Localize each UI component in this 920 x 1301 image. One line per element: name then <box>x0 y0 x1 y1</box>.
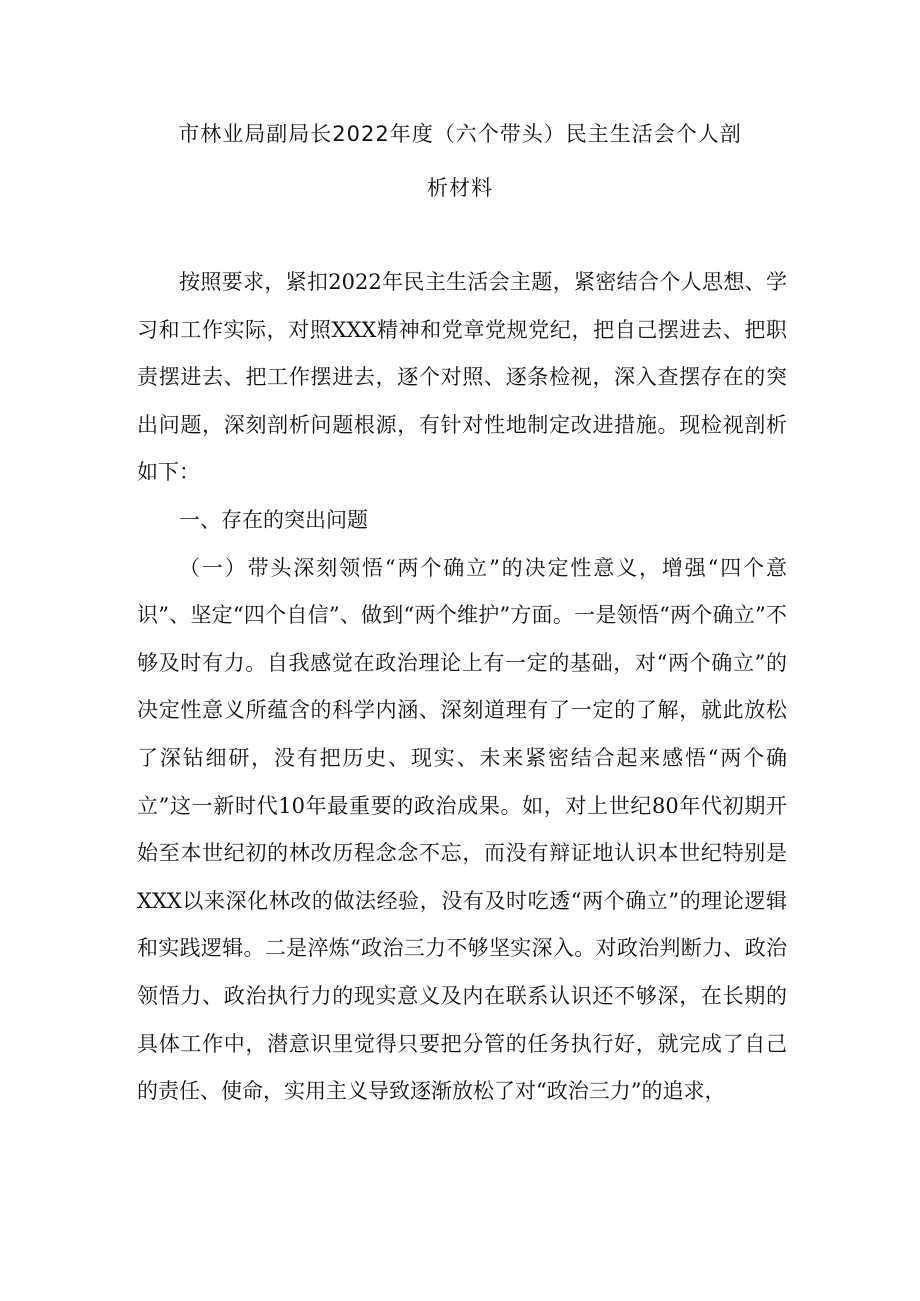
document-title-line-2: 析材料 <box>427 176 493 200</box>
document-body <box>137 259 787 1116</box>
section-heading: 一、存在的突出问题 <box>179 507 368 532</box>
body-paragraph: （一）带头深刻领悟“两个确立”的决定性意义，增强“四个意识”、坚定“四个自信”、做到“两个维护”方面。一是领悟“两个确立”不够及时有力。自我感觉在政治理论上有一定的基础，对“两个确立”的决定性意义所蕴含的科学内涵、深刻道理有了一定的了解，就此放松了深钻细研，没有把历史、现实、未来紧密结合起来感悟“两个确立”这一新时代10年最重要的政治成果。如，对上世纪80年代初期开始至本世纪初的林改历程念念不忘，而没有辩证地认识本世纪特别是XXX以来深化林改的做法经验，没有及时吃透“两个确立”的理论逻辑和实践逻辑。二是淬炼“政治三力不够坚实深入。对政治判断力、政治领悟力、政治执行力的现实意义及内在联系认识还不够深，在长期的具体工作中，潜意识里觉得只要把分管的任务执行好，就完成了自己的责任、使命，实用主义导致逐渐放松了对“政治三力”的追求， <box>137 555 787 1104</box>
intro-paragraph: 按照要求，紧扣2022年民主生活会主题，紧密结合个人思想、学习和工作实际，对照XXX精神和党章党规党纪，把自己摆进去、把职责摆进去、把工作摆进去，逐个对照、逐条检视，深入查摆存在的突出问题，深刻剖析问题根源，有针对性地制定改进措施。现检视剖析如下： <box>137 270 787 485</box>
document-title-line-1: 市林业局副局长2022年度（六个带头）民主生活会个人剖 <box>178 122 742 146</box>
